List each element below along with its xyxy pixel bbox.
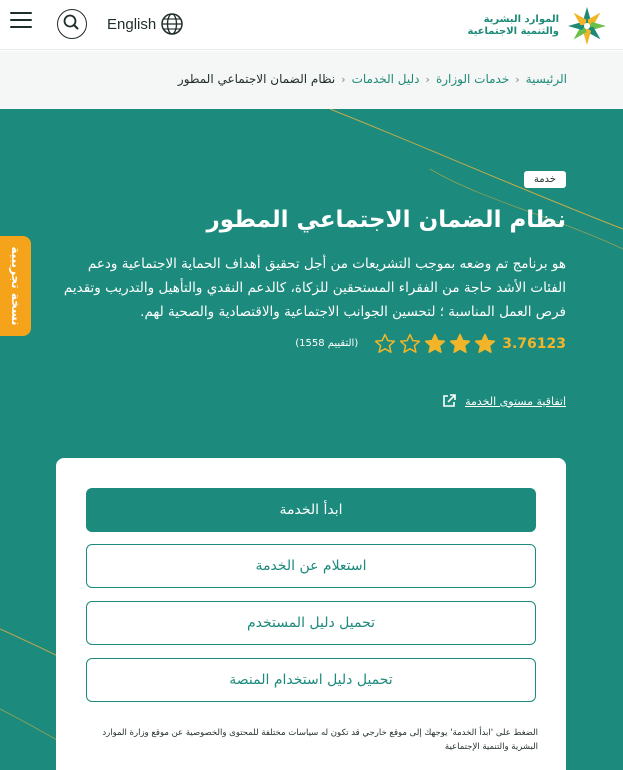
breadcrumb-current: نظام الضمان الاجتماعي المطور	[177, 72, 336, 86]
top-header	[0, 0, 623, 50]
sla-link-label: اتفاقية مستوى الخدمة	[465, 394, 566, 408]
language-label: English	[107, 15, 157, 33]
search-icon	[56, 8, 86, 38]
ministry-logo[interactable]	[468, 6, 610, 46]
page-title: نظام الضمان الاجتماعي المطور	[206, 207, 566, 233]
start-service-button[interactable]: ابدأ الخدمة	[86, 488, 536, 532]
ministry-star-logo-icon	[565, 6, 609, 46]
rating-count: (التقييم 1558)	[295, 338, 359, 349]
breadcrumb-services-guide[interactable]: دليل الخدمات	[351, 72, 420, 86]
rating-stars[interactable]	[374, 333, 496, 354]
external-site-disclaimer: الضغط على 'ابدأ الخدمة' يوجهك إلى موقع خارجي قد تكون له سياسات مختلفة للمحتوى والخصوصية عن موقع وزارة الموارد البشرية والتنمية الإجتماعية	[102, 728, 538, 752]
logo-text	[468, 14, 560, 38]
breadcrumb-bar	[0, 51, 623, 109]
service-type-badge: خدمة	[524, 171, 566, 188]
breadcrumb-home[interactable]: الرئيسية	[525, 72, 567, 86]
logo-line-1: الموارد البشرية	[483, 14, 559, 25]
logo-line-2: والتنمية الاجتماعية	[467, 26, 559, 37]
search-button[interactable]	[57, 9, 87, 39]
star-filled-icon[interactable]	[449, 333, 471, 354]
globe-icon	[160, 12, 184, 36]
rating-value: 3.76123	[502, 335, 566, 352]
beta-version-label: نسخة تجريبية	[8, 246, 23, 326]
download-platform-guide-button[interactable]: تحميل دليل استخدام المنصة	[86, 658, 536, 702]
service-inquiry-button[interactable]: استعلام عن الخدمة	[86, 544, 536, 588]
star-empty-icon[interactable]	[399, 333, 421, 354]
star-filled-icon[interactable]	[424, 333, 446, 354]
breadcrumb-separator: ‹	[341, 72, 346, 86]
breadcrumb-ministry-services[interactable]: خدمات الوزارة	[435, 72, 510, 86]
service-description: هو برنامج تم وضعه بموجب التشريعات من أجل تحقيق أهداف الحماية الاجتماعية ودعم الفئات الأشد حاجة من الفقراء المستحقين للزكاة، كالدعم النقدي والتأهيل والتدريب وتقديم فرص العمل المناسبة ؛ لتحسين الجوانب الاجتماعية والاقتصادية والصحية لهم.	[63, 256, 566, 320]
breadcrumb-separator: ‹	[425, 72, 430, 86]
star-filled-icon[interactable]	[474, 333, 496, 354]
external-link-icon	[441, 393, 457, 409]
language-switch[interactable]	[107, 12, 184, 36]
hamburger-icon[interactable]	[10, 12, 32, 32]
download-user-guide-button[interactable]: تحميل دليل المستخدم	[86, 601, 536, 645]
star-empty-icon[interactable]	[374, 333, 396, 354]
breadcrumb	[178, 72, 567, 86]
service-rating	[295, 333, 566, 354]
sla-link[interactable]	[441, 393, 566, 409]
breadcrumb-separator: ‹	[515, 72, 520, 86]
service-actions-card	[56, 458, 566, 770]
beta-version-tab[interactable]	[0, 236, 31, 336]
